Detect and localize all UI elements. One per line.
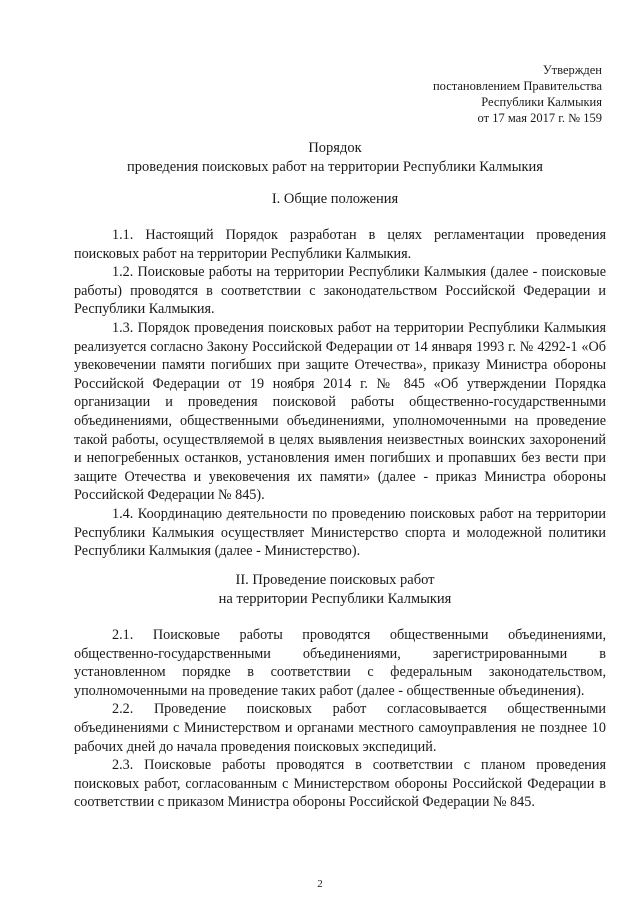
title-line-2: проведения поисковых работ на территории Республики Калмыкия	[127, 159, 543, 175]
paragraph-1-4: 1.4. Координацию деятельности по проведению поисковых работ на территории Республики Калмыкия осуществляет Министерство спорта и молодежной политики Республики Калмыкия (далее - Министерство).	[74, 505, 606, 560]
paragraph-2-2: 2.2. Проведение поисковых работ согласовывается общественными объединениями с Министерством и органами местного самоуправления не позднее 10 рабочих дней до начала проведения поисковых экспедиций.	[74, 701, 606, 755]
section-2-body	[74, 626, 606, 812]
title-line-1: Порядок	[308, 140, 362, 156]
document-title	[60, 139, 610, 177]
paragraph-1-1: 1.1. Настоящий Порядок разработан в целях регламентации проведения поисковых работ на территории Республики Калмыкия.	[74, 227, 606, 262]
paragraph-1-3: 1.3. Порядок проведения поисковых работ на территории Республики Калмыкия реализуется согласно Закону Российской Федерации от 14 января 1993 г. № 4292-1 «Об увековечении памяти погибших при защите Отечества», приказу Министра обороны Российской Федерации от 19 ноября 2014 г. № 845 «Об утверждении Порядка организации и проведения поисковой работы общественно-государственными объединениями, общественными объединениями, уполномоченными на проведение такой работы, осуществляемой в целях выявления неизвестных воинских захоронений и непогребенных останков, установления имен погибших и пропавших без вести при защите Отечества и увековечения их памяти» (далее - приказ Министра обороны Российской Федерации № 845).	[74, 319, 606, 504]
section-1-heading: I. Общие положения	[271, 191, 399, 207]
paragraph-2-3: 2.3. Поисковые работы проводятся в соответствии с планом проведения поисковых работ, согласованным с Министерством обороны Российской Федерации в соответствии с приказом Министра обороны Российской Федерации № 845.	[74, 757, 606, 811]
section-1-body	[74, 226, 606, 561]
section-2-heading-line-1: II. Проведение поисковых работ	[235, 572, 435, 588]
approval-line: Утвержден	[542, 63, 602, 77]
paragraph-2-1: 2.1. Поисковые работы проводятся общественными объединениями, общественно-государственными объединениями, зарегистрированными в установленном порядке в соответствии с федеральным законодательством, уполномоченными на проведение таких работ (далее - общественные объединения).	[74, 627, 606, 699]
section-2-heading	[60, 571, 610, 609]
page-number: 2	[317, 878, 323, 890]
approval-line: Республики Калмыкия	[481, 95, 602, 109]
paragraph-1-2: 1.2. Поисковые работы на территории Республики Калмыкия (далее - поисковые работы) проводятся в соответствии с законодательством Российской Федерации и Республики Калмыкия.	[74, 264, 606, 318]
approval-line: постановлением Правительства	[432, 79, 602, 93]
section-2-heading-line-2: на территории Республики Калмыкия	[218, 591, 452, 607]
approval-stamp	[433, 62, 602, 126]
approval-line: от 17 мая 2017 г. № 159	[477, 111, 602, 125]
